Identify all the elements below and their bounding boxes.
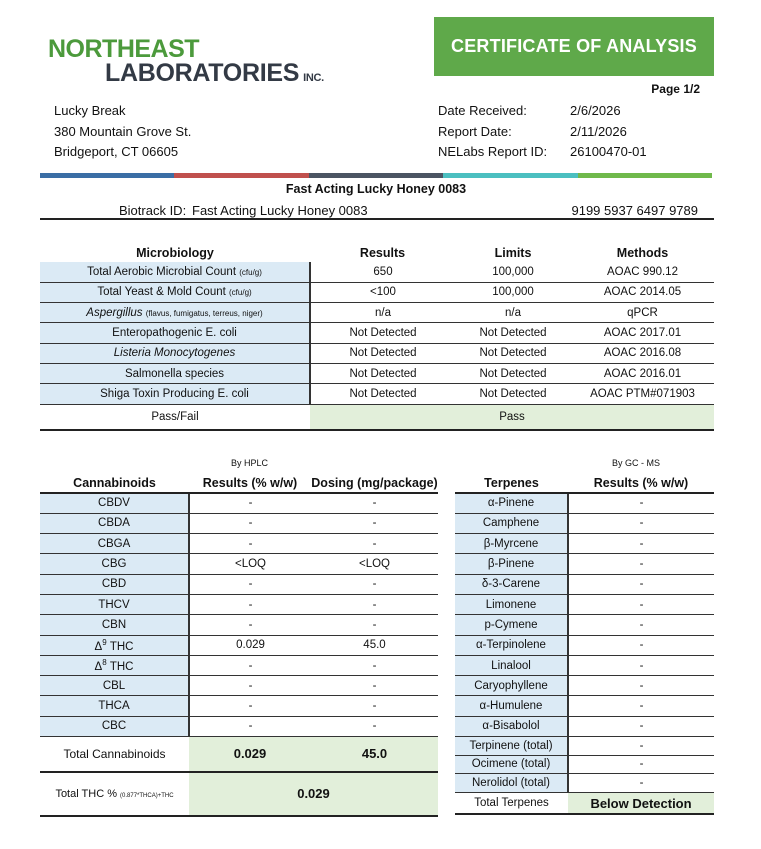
cannabinoid-result: - [189, 534, 311, 554]
terpene-name: α-Bisabolol [455, 716, 568, 736]
cannabinoid-row [40, 513, 438, 533]
micro-method: AOAC 990.12 [571, 262, 714, 282]
cannabinoid-result: - [189, 574, 311, 594]
cannabinoid-dosing: - [311, 655, 438, 675]
terpene-result: - [568, 696, 714, 716]
terpene-name: Linalool [455, 655, 568, 675]
terpene-row [455, 574, 714, 594]
microbiology-table [40, 242, 714, 431]
micro-test-name: Listeria Monocytogenes [40, 343, 310, 363]
terpene-row [455, 534, 714, 554]
cannabinoid-row [40, 534, 438, 554]
micro-limit: Not Detected [455, 384, 571, 404]
cannabinoid-result: - [189, 493, 311, 513]
cannabinoid-row [40, 574, 438, 594]
cannabinoid-result: 0.029 [189, 635, 311, 655]
cannabinoid-result: <LOQ [189, 554, 311, 574]
micro-result: Not Detected [310, 384, 455, 404]
terpene-name: β-Pinene [455, 554, 568, 574]
cannabinoid-name: CBC [40, 716, 189, 736]
micro-header: Limits [494, 246, 532, 260]
terpene-name: Ocimene (total) [455, 755, 568, 774]
terpene-result: - [568, 493, 714, 513]
cannabinoid-dosing: - [311, 696, 438, 716]
total-thc-value: 0.029 [189, 772, 438, 816]
cannabinoid-row [40, 554, 438, 574]
terpene-row [455, 615, 714, 635]
micro-limit: 100,000 [455, 262, 571, 282]
cannabinoid-row [40, 493, 438, 513]
cannabinoid-name: CBN [40, 615, 189, 635]
terpene-result: - [568, 774, 714, 793]
micro-row [40, 262, 714, 282]
terpene-result: - [568, 574, 714, 594]
terpene-row [455, 716, 714, 736]
micro-result: <100 [310, 282, 455, 302]
micro-limit: Not Detected [455, 323, 571, 343]
terpene-name: Limonene [455, 594, 568, 614]
cannabinoid-name: THCA [40, 696, 189, 716]
terpene-result: - [568, 534, 714, 554]
total-terpenes-label: Total Terpenes [474, 797, 549, 810]
terpene-row [455, 554, 714, 574]
terpene-row [455, 696, 714, 716]
terpene-result: - [568, 716, 714, 736]
total-cannabinoids-result: 0.029 [189, 737, 311, 772]
micro-result: 650 [310, 262, 455, 282]
micro-header-row [40, 242, 714, 262]
cannabinoid-dosing: - [311, 493, 438, 513]
cannabinoid-dosing: - [311, 534, 438, 554]
pass-fail-row [40, 404, 714, 430]
cannabinoid-row [40, 716, 438, 736]
total-terpenes-row [455, 792, 714, 814]
terpene-name: δ-3-Carene [455, 574, 568, 594]
micro-limit: n/a [455, 303, 571, 323]
micro-test-name: Enteropathogenic E. coli [40, 323, 310, 343]
micro-limit: 100,000 [455, 282, 571, 302]
terpene-row [455, 655, 714, 675]
cannabinoid-dosing: - [311, 676, 438, 696]
terpene-result: - [568, 737, 714, 756]
color-segment [309, 173, 443, 178]
meta-row: NELabs Report ID: 26100470-01 [438, 144, 647, 159]
micro-method: AOAC 2016.01 [571, 363, 714, 383]
cannabinoid-name: $\Delta^9$ THC [40, 635, 189, 655]
logo-line1: NORTHEAST [48, 35, 200, 63]
cannabinoids-table [40, 474, 438, 817]
canna-header: Cannabinoids [40, 474, 189, 493]
cannabinoid-result: - [189, 655, 311, 675]
terpenes-table [455, 474, 714, 815]
color-segment [443, 173, 577, 178]
color-segment [578, 173, 712, 178]
terpene-name: β-Myrcene [455, 534, 568, 554]
terpene-row [455, 737, 714, 756]
cannabinoid-dosing: - [311, 574, 438, 594]
terpene-row [455, 513, 714, 533]
cannabinoid-name: $\Delta^8$ THC [40, 655, 189, 675]
micro-method: qPCR [571, 303, 714, 323]
cannabinoid-dosing: - [311, 594, 438, 614]
meta-row: Date Received: 2/6/2026 [438, 103, 621, 118]
cannabinoid-name: CBL [40, 676, 189, 696]
micro-test-name: Total Aerobic Microbial Count (cfu/g) [40, 262, 310, 282]
micro-test-name: Shiga Toxin Producing E. coli [40, 384, 310, 404]
cannabinoid-dosing: - [311, 615, 438, 635]
terpene-name: α-Humulene [455, 696, 568, 716]
micro-result: n/a [310, 303, 455, 323]
cannabinoid-name: CBDA [40, 513, 189, 533]
company-logo [48, 26, 358, 88]
cannabinoid-result: - [189, 615, 311, 635]
micro-test-name: Salmonella species [40, 363, 310, 383]
cannabinoid-result: - [189, 716, 311, 736]
color-divider [40, 173, 712, 178]
cannabinoid-name: CBG [40, 554, 189, 574]
terpene-name: Caryophyllene [455, 676, 568, 696]
client-name: Lucky Break [54, 103, 126, 118]
terpene-name: Terpinene (total) [455, 737, 568, 756]
terpene-result: - [568, 554, 714, 574]
cannabinoid-row [40, 655, 438, 675]
micro-header: Results [359, 246, 406, 260]
terpene-result: - [568, 655, 714, 675]
micro-method: AOAC 2014.05 [571, 282, 714, 302]
gcms-note: By GC - MS [612, 458, 661, 468]
terpene-result: - [568, 635, 714, 655]
terpene-row [455, 594, 714, 614]
terpene-name: p-Cymene [455, 615, 568, 635]
cannabinoid-result: - [189, 594, 311, 614]
micro-row [40, 363, 714, 383]
cannabinoid-dosing: - [311, 716, 438, 736]
micro-header: Methods [616, 246, 669, 260]
biotrack-value: Fast Acting Lucky Honey 0083 [192, 203, 368, 218]
terpene-row [455, 493, 714, 513]
biotrack-label: Biotrack ID: [119, 203, 187, 218]
cannabinoid-row [40, 696, 438, 716]
micro-limit: Not Detected [455, 363, 571, 383]
total-cannabinoids-dosing: 45.0 [311, 737, 438, 772]
micro-test-name: Aspergillus (flavus, fumigatus, terreus, niger) [40, 303, 310, 323]
micro-row [40, 323, 714, 343]
cannabinoid-name: THCV [40, 594, 189, 614]
canna-header-row [40, 474, 438, 493]
terpene-result: - [568, 594, 714, 614]
cannabinoid-name: CBDV [40, 493, 189, 513]
cannabinoid-row [40, 615, 438, 635]
terpene-row [455, 676, 714, 696]
biotrack-line [40, 200, 714, 220]
micro-method: AOAC 2017.01 [571, 323, 714, 343]
cannabinoid-dosing: <LOQ [311, 554, 438, 574]
terpene-result: - [568, 755, 714, 774]
cannabinoid-dosing: 45.0 [311, 635, 438, 655]
terpene-row [455, 635, 714, 655]
certificate-banner: CERTIFICATE OF ANALYSIS [434, 17, 714, 76]
cannabinoid-row [40, 676, 438, 696]
client-street: 380 Mountain Grove St. [54, 123, 192, 139]
cannabinoid-dosing: - [311, 513, 438, 533]
terpene-name: Camphene [455, 513, 568, 533]
cannabinoid-result: - [189, 513, 311, 533]
biotrack-number: 9199 5937 6497 9789 [571, 203, 698, 218]
terpene-name: Nerolidol (total) [455, 774, 568, 793]
pass-fail-label: Pass/Fail [151, 410, 199, 423]
terp-header: Results (% w/w) [568, 474, 714, 493]
canna-header: Results (% w/w) [189, 474, 311, 493]
micro-test-name: Total Yeast & Mold Count (cfu/g) [40, 282, 310, 302]
terpene-name: α-Pinene [455, 493, 568, 513]
terp-header: Terpenes [455, 474, 568, 493]
total-cannabinoids-row [40, 737, 438, 772]
total-thc-row [40, 772, 438, 816]
micro-result: Not Detected [310, 343, 455, 363]
micro-row [40, 282, 714, 302]
total-thc-label: Total THC % (0.877*THCA)+THC [40, 772, 189, 816]
cannabinoid-result: - [189, 696, 311, 716]
micro-row [40, 303, 714, 323]
micro-result: Not Detected [310, 323, 455, 343]
terpene-result: - [568, 676, 714, 696]
terpene-name: α-Terpinolene [455, 635, 568, 655]
micro-row [40, 343, 714, 363]
color-segment [40, 173, 174, 178]
color-segment [174, 173, 308, 178]
micro-method: AOAC PTM#071903 [571, 384, 714, 404]
logo-line2: LABORATORIES INC. [105, 59, 324, 87]
client-address [54, 101, 191, 163]
micro-limit: Not Detected [455, 343, 571, 363]
cannabinoid-name: CBD [40, 574, 189, 594]
terpene-row [455, 774, 714, 793]
terp-header-row [455, 474, 714, 493]
canna-header: Dosing (mg/package) [311, 474, 438, 493]
terpene-result: - [568, 615, 714, 635]
terpene-row [455, 755, 714, 774]
terpene-result: - [568, 513, 714, 533]
cannabinoid-result: - [189, 676, 311, 696]
hplc-note: By HPLC [231, 458, 269, 468]
cannabinoid-row [40, 635, 438, 655]
report-meta [438, 101, 647, 163]
micro-method: AOAC 2016.08 [571, 343, 714, 363]
micro-row [40, 384, 714, 404]
pass-fail-value: Pass [310, 404, 714, 430]
micro-result: Not Detected [310, 363, 455, 383]
product-title: Fast Acting Lucky Honey 0083 [285, 182, 467, 196]
cannabinoid-row [40, 594, 438, 614]
page-number: Page 1/2 [651, 82, 700, 96]
micro-header: Microbiology [136, 246, 214, 260]
total-cannabinoids-label: Total Cannabinoids [40, 737, 189, 772]
total-terpenes-value: Below Detection [568, 792, 714, 814]
cannabinoid-name: CBGA [40, 534, 189, 554]
client-city: Bridgeport, CT 06605 [54, 144, 179, 159]
meta-row: Report Date: 2/11/2026 [438, 123, 627, 139]
